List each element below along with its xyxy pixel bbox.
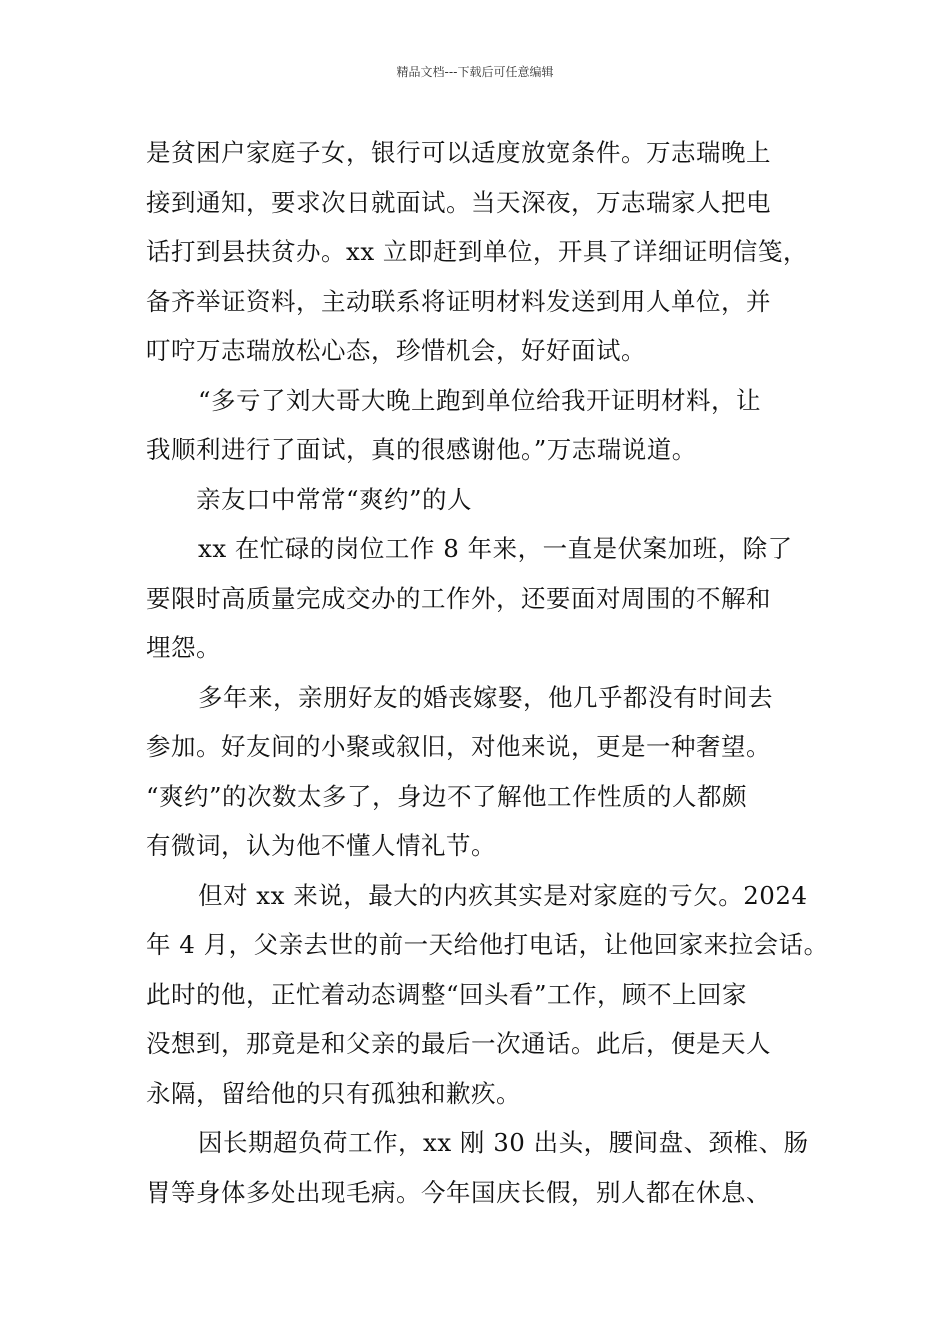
paragraph-start-line: “多亏了刘大哥大晚上跑到单位给我开证明材料，让	[198, 385, 762, 415]
body-line: 永隔，留给他的只有孤独和歉疚。	[146, 1078, 521, 1108]
body-line: 接到通知，要求次日就面试。当天深夜，万志瑞家人把电	[146, 187, 771, 217]
document-body	[146, 128, 829, 1217]
body-line: 是贫困户家庭子女，银行可以适度放宽条件。万志瑞晚上	[146, 138, 771, 167]
body-line: 没想到，那竟是和父亲的最后一次通话。此后，便是天人	[146, 1029, 771, 1058]
body-line: 参加。好友间的小聚或叙旧，对他来说，更是一种奢望。	[146, 732, 771, 761]
paragraph-start-line: xx 在忙碌的岗位工作 8 年来，一直是伏案加班，除了	[198, 534, 793, 563]
body-line: 备齐举证资料，主动联系将证明材料发送到用人单位，并	[146, 286, 771, 316]
paragraph-start-line: 因长期超负荷工作，xx 刚 30 出头，腰间盘、颈椎、肠	[198, 1128, 809, 1157]
paragraph-start-line: 多年来，亲朋好友的婚丧嫁娶，他几乎都没有时间去	[198, 682, 773, 712]
body-line: “爽约”的次数太多了，身边不了解他工作性质的人都颇	[146, 781, 748, 811]
body-line: 话打到县扶贫办。xx 立即赶到单位，开具了详细证明信笺，	[146, 237, 808, 266]
section-heading: 亲友口中常常“爽约”的人	[196, 484, 473, 514]
body-line: 胃等身体多处出现毛病。今年国庆长假，别人都在休息、	[146, 1177, 771, 1207]
body-line: 要限时高质量完成交办的工作外，还要面对周围的不解和	[146, 583, 771, 613]
body-line: 埋怨。	[146, 633, 221, 662]
body-line: 叮咛万志瑞放松心态，珍惜机会，好好面试。	[146, 336, 646, 365]
body-line: 有微词，认为他不懂人情礼节。	[146, 831, 496, 860]
body-line: 此时的他，正忙着动态调整“回头看”工作，顾不上回家	[146, 979, 748, 1009]
body-line: 年 4 月，父亲去世的前一天给他打电话，让他回家来拉会话。	[146, 930, 829, 959]
body-line: 我顺利进行了面试，真的很感谢他。”万志瑞说道。	[146, 435, 697, 464]
paragraph-start-line: 但对 xx 来说，最大的内疚其实是对家庭的亏欠。2024	[198, 880, 808, 910]
page-header: 精品文档---下载后可任意编辑	[396, 65, 554, 79]
